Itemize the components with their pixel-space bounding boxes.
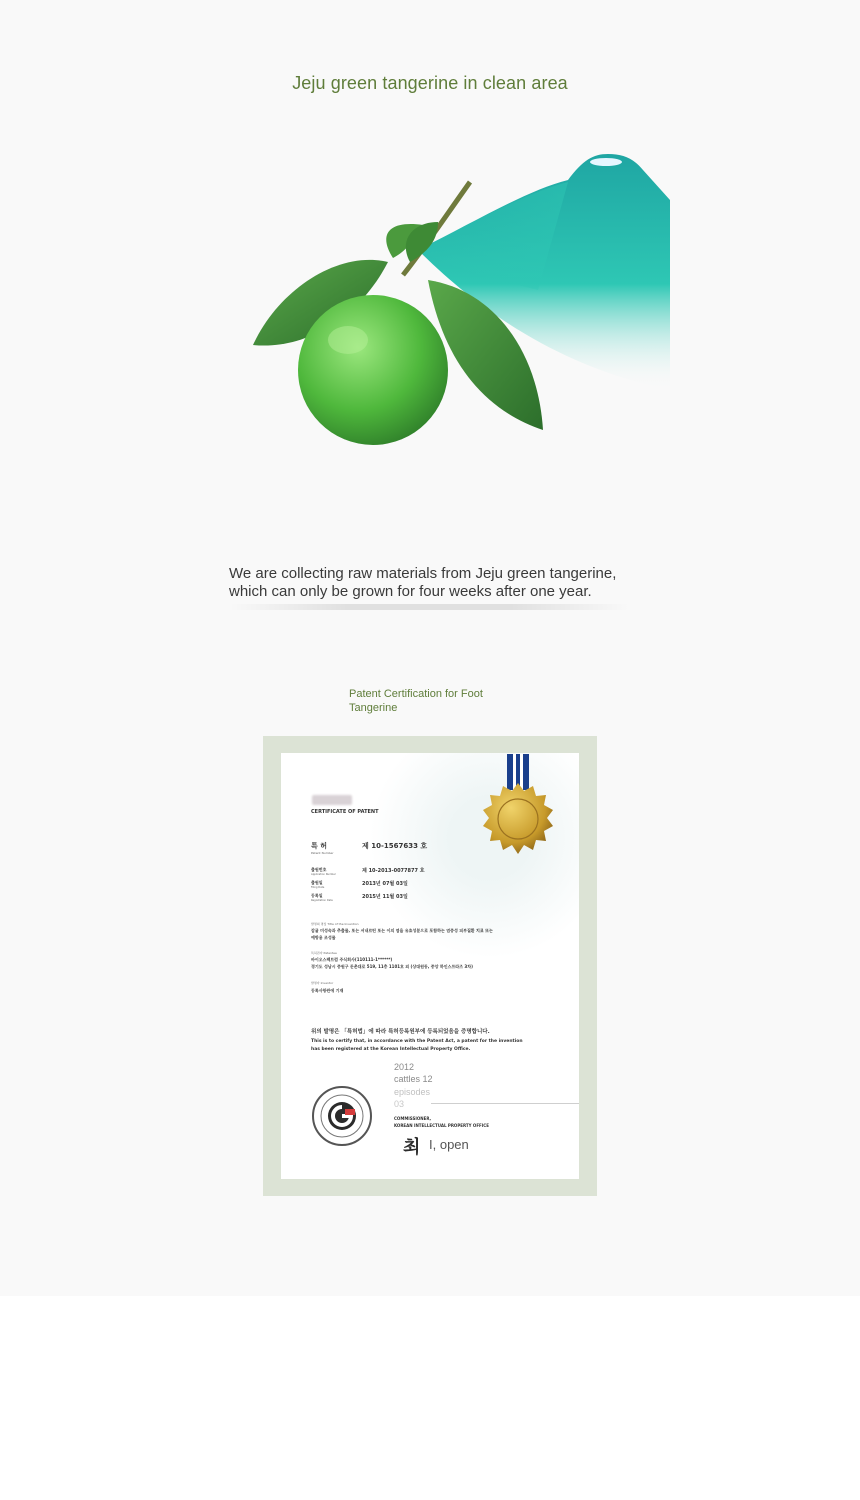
patentee-label: 특허권자 Patentee bbox=[311, 951, 337, 955]
patent-title: Patent Certification for Foot Tangerine bbox=[349, 688, 483, 714]
signature-line bbox=[431, 1103, 579, 1104]
statement-en-2: has been registered at the Korean Intellectual Property Office. bbox=[311, 1047, 471, 1052]
signature-name: I, open bbox=[429, 1137, 469, 1152]
overlay-episodes: episodes bbox=[394, 1087, 431, 1097]
statement-ko: 위의 발명은 「특허법」에 따라 특허등록원부에 등록되었음을 증명합니다. bbox=[311, 1029, 490, 1035]
certificate-frame bbox=[263, 736, 597, 1196]
row-value: 제 10-2013-0077877 호 bbox=[362, 868, 425, 874]
tangerine-hero-image bbox=[238, 140, 678, 460]
row-value: 2013년 07월 03일 bbox=[362, 881, 408, 887]
row-label: 출원번호 bbox=[311, 867, 327, 872]
gold-seal-icon bbox=[481, 783, 555, 857]
blurred-header bbox=[312, 795, 352, 805]
office: KOREAN INTELLECTUAL PROPERTY OFFICE bbox=[394, 1123, 489, 1128]
description-line-1: We are collecting raw materials from Jeju green tangerine, bbox=[229, 565, 617, 582]
overlay-day: 03 bbox=[394, 1099, 405, 1109]
certificate-image bbox=[281, 753, 579, 1179]
row-label: 출원일 bbox=[311, 880, 323, 885]
signature-mark: 최 bbox=[403, 1137, 421, 1158]
overlay-year: 2012 bbox=[394, 1062, 415, 1072]
inventor-text: 등록사항란에 기재 bbox=[311, 988, 344, 993]
overlay-cattles: cattles 12 bbox=[394, 1074, 433, 1084]
row-sub: Application Number bbox=[311, 873, 336, 876]
row-label: 등록일 bbox=[311, 893, 323, 898]
patent-label: 특 허 bbox=[311, 842, 327, 850]
kipo-stamp-icon bbox=[311, 1085, 373, 1147]
description-line-2: which can only be grown for four weeks after one year. bbox=[229, 583, 592, 600]
certificate-subtitle: CERTIFICATE OF PATENT bbox=[311, 809, 379, 815]
patentee-text-1: 바이오스펙트럼 주식회사(110111-1******) bbox=[311, 957, 393, 962]
patent-number: 제 10-1567633 호 bbox=[362, 842, 428, 850]
headline: Jeju green tangerine in clean area bbox=[292, 73, 568, 93]
description bbox=[229, 565, 649, 601]
invention-text-1: 감귤 미성숙과 추출물, 또는 서내르틴 또는 이의 염을 유효성분으로 포함하는 염증성 피부질환 치료 또는 bbox=[311, 928, 493, 933]
invention-label: 발명의 명칭 Title of the Invention bbox=[311, 922, 359, 926]
patent-label-en: Patent Number bbox=[311, 851, 334, 855]
row-value: 2015년 11월 03일 bbox=[362, 894, 408, 900]
row-sub: Filing Date bbox=[311, 886, 325, 889]
description-underline bbox=[229, 604, 629, 610]
inventor-label: 발명자 Inventor bbox=[311, 981, 334, 985]
statement-en-1: This is to certify that, in accordance with the Patent Act, a patent for the invention bbox=[311, 1039, 523, 1044]
commissioner: COMMISSIONER, bbox=[394, 1116, 432, 1121]
invention-text-2: 예방용 조성물 bbox=[311, 935, 336, 940]
patentee-text-2: 경기도 성남시 중원구 둔촌대로 519, 11층 1101호 외 (상대원동, 중앙 하인스프라즈 3차) bbox=[311, 964, 473, 969]
row-sub: Registration Date bbox=[311, 899, 333, 902]
